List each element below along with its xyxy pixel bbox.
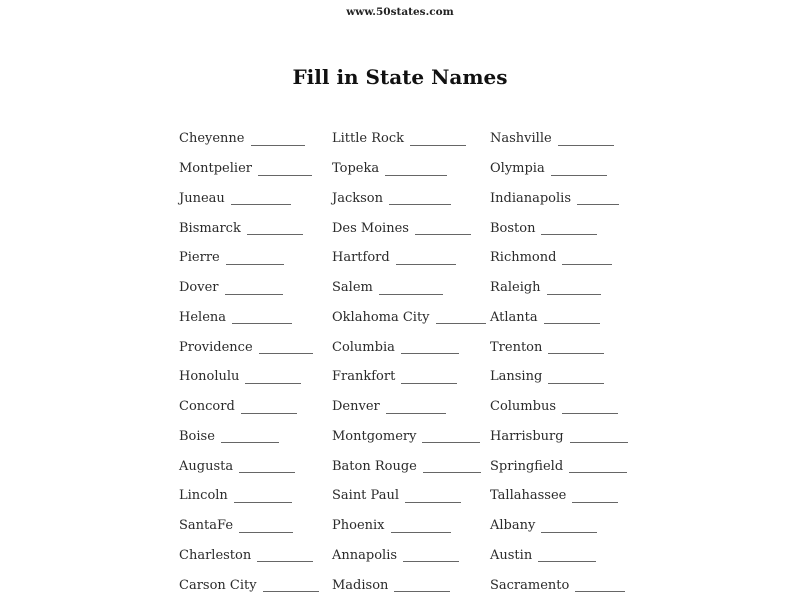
capital-label: Phoenix bbox=[332, 518, 385, 534]
answer-blank-line bbox=[263, 590, 319, 592]
answer-blank-line bbox=[258, 174, 312, 176]
answer-blank-line bbox=[544, 322, 600, 324]
worksheet-item bbox=[490, 422, 628, 452]
worksheet-item bbox=[179, 154, 319, 184]
answer-blank-line bbox=[379, 293, 443, 295]
capital-label: Topeka bbox=[332, 161, 380, 177]
capital-label: Boise bbox=[179, 428, 215, 444]
worksheet-item bbox=[179, 422, 319, 452]
worksheet-item bbox=[332, 392, 486, 422]
worksheet-item bbox=[490, 362, 628, 392]
answer-blank-line bbox=[547, 293, 601, 295]
capital-label: Tallahassee bbox=[490, 488, 567, 504]
worksheet-item bbox=[490, 124, 628, 154]
capital-label: Juneau bbox=[179, 190, 225, 206]
capital-label: Carson City bbox=[179, 577, 257, 593]
capital-label: Dover bbox=[179, 280, 219, 296]
worksheet-item bbox=[332, 511, 486, 541]
worksheet-item bbox=[179, 481, 319, 511]
answer-blank-line bbox=[575, 590, 625, 592]
site-url: www.50states.com bbox=[346, 6, 454, 18]
worksheet-item bbox=[179, 570, 319, 600]
worksheet-item bbox=[490, 213, 628, 243]
worksheet-item bbox=[332, 154, 486, 184]
capital-label: Springfield bbox=[490, 458, 564, 474]
worksheet-item bbox=[490, 332, 628, 362]
answer-blank-line bbox=[245, 382, 301, 384]
worksheet-item bbox=[332, 243, 486, 273]
worksheet-item bbox=[490, 481, 628, 511]
capital-label: Jackson bbox=[332, 190, 383, 206]
answer-blank-line bbox=[257, 560, 313, 562]
capital-label: Harrisburg bbox=[490, 428, 564, 444]
answer-blank-line bbox=[541, 233, 597, 235]
answer-blank-line bbox=[548, 352, 604, 354]
answer-blank-line bbox=[403, 560, 459, 562]
answer-blank-line bbox=[562, 412, 618, 414]
answer-blank-line bbox=[548, 382, 604, 384]
capital-label: Madison bbox=[332, 577, 389, 593]
answer-blank-line bbox=[415, 233, 471, 235]
capital-label: Cheyenne bbox=[179, 131, 245, 147]
worksheet-item bbox=[332, 184, 486, 214]
capital-label: Montpelier bbox=[179, 161, 252, 177]
answer-blank-line bbox=[225, 293, 283, 295]
capital-label: Lincoln bbox=[179, 488, 228, 504]
worksheet-item bbox=[179, 392, 319, 422]
answer-blank-line bbox=[551, 174, 607, 176]
answer-blank-line bbox=[394, 590, 450, 592]
capital-label: Denver bbox=[332, 399, 380, 415]
answer-blank-line bbox=[422, 441, 480, 443]
worksheet-item bbox=[332, 124, 486, 154]
answer-blank-line bbox=[239, 531, 293, 533]
worksheet-item bbox=[179, 303, 319, 333]
answer-blank-line bbox=[558, 144, 614, 146]
worksheet-item bbox=[490, 541, 628, 571]
worksheet-item bbox=[490, 243, 628, 273]
capital-label: Concord bbox=[179, 399, 235, 415]
worksheet-item bbox=[179, 541, 319, 571]
capital-label: Richmond bbox=[490, 250, 557, 266]
worksheet-item bbox=[332, 451, 486, 481]
worksheet-item bbox=[490, 303, 628, 333]
worksheet-item bbox=[490, 273, 628, 303]
capital-label: Lansing bbox=[490, 369, 543, 385]
capital-label: Trenton bbox=[490, 339, 543, 355]
worksheet-item bbox=[490, 154, 628, 184]
worksheet-item bbox=[332, 422, 486, 452]
answer-blank-line bbox=[247, 233, 303, 235]
answer-blank-line bbox=[239, 471, 295, 473]
answer-blank-line bbox=[259, 352, 313, 354]
answer-blank-line bbox=[569, 471, 627, 473]
capital-label: Oklahoma City bbox=[332, 309, 430, 325]
answer-blank-line bbox=[538, 560, 596, 562]
answer-blank-line bbox=[226, 263, 284, 265]
capital-label: Helena bbox=[179, 309, 227, 325]
capital-label: Little Rock bbox=[332, 131, 404, 147]
worksheet-item bbox=[332, 213, 486, 243]
capital-label: Providence bbox=[179, 339, 253, 355]
capital-label: SantaFe bbox=[179, 518, 234, 534]
answer-blank-line bbox=[241, 412, 297, 414]
capital-label: Columbia bbox=[332, 339, 395, 355]
worksheet-item bbox=[332, 570, 486, 600]
capital-label: Baton Rouge bbox=[332, 458, 417, 474]
capital-label: Augusta bbox=[179, 458, 234, 474]
worksheet-item bbox=[179, 184, 319, 214]
answer-blank-line bbox=[410, 144, 466, 146]
capital-label: Montgomery bbox=[332, 428, 417, 444]
worksheet-item bbox=[332, 541, 486, 571]
worksheet-item bbox=[179, 511, 319, 541]
answer-blank-line bbox=[423, 471, 481, 473]
worksheet-item bbox=[490, 392, 628, 422]
capital-label: Indianapolis bbox=[490, 190, 571, 206]
worksheet-item bbox=[179, 213, 319, 243]
page-title: Fill in State Names bbox=[292, 65, 508, 89]
worksheet-item bbox=[332, 332, 486, 362]
worksheet-item bbox=[490, 511, 628, 541]
worksheet-item bbox=[332, 273, 486, 303]
capital-label: Albany bbox=[490, 518, 536, 534]
answer-blank-line bbox=[405, 501, 461, 503]
worksheet-item bbox=[179, 362, 319, 392]
capital-label: Austin bbox=[490, 547, 533, 563]
worksheet-item bbox=[179, 124, 319, 154]
answer-blank-line bbox=[232, 322, 292, 324]
worksheet-item bbox=[179, 451, 319, 481]
answer-blank-line bbox=[386, 412, 446, 414]
worksheet-item bbox=[490, 184, 628, 214]
answer-blank-line bbox=[577, 203, 619, 205]
capital-label: Annapolis bbox=[332, 547, 398, 563]
capital-label: Boston bbox=[490, 220, 536, 236]
capital-label: Hartford bbox=[332, 250, 390, 266]
capital-label: Raleigh bbox=[490, 280, 541, 296]
answer-blank-line bbox=[541, 531, 597, 533]
capital-label: Sacramento bbox=[490, 577, 570, 593]
worksheet-item bbox=[332, 481, 486, 511]
answer-blank-line bbox=[562, 263, 612, 265]
answer-blank-line bbox=[385, 174, 447, 176]
capital-label: Olympia bbox=[490, 161, 545, 177]
worksheet-item bbox=[179, 273, 319, 303]
answer-blank-line bbox=[221, 441, 279, 443]
capital-label: Atlanta bbox=[490, 309, 538, 325]
answer-blank-line bbox=[401, 352, 459, 354]
answer-blank-line bbox=[570, 441, 628, 443]
capital-label: Saint Paul bbox=[332, 488, 399, 504]
answer-blank-line bbox=[251, 144, 305, 146]
capital-label: Frankfort bbox=[332, 369, 396, 385]
answer-blank-line bbox=[436, 322, 486, 324]
worksheet-item bbox=[332, 303, 486, 333]
capital-label: Nashville bbox=[490, 131, 552, 147]
answer-blank-line bbox=[401, 382, 457, 384]
capital-label: Charleston bbox=[179, 547, 252, 563]
capital-label: Des Moines bbox=[332, 220, 409, 236]
capital-label: Honolulu bbox=[179, 369, 240, 385]
worksheet-item bbox=[332, 362, 486, 392]
worksheet-item bbox=[179, 243, 319, 273]
answer-blank-line bbox=[389, 203, 451, 205]
worksheet-item bbox=[490, 570, 628, 600]
answer-blank-line bbox=[231, 203, 291, 205]
capitals-column-2 bbox=[332, 124, 486, 600]
capital-label: Pierre bbox=[179, 250, 220, 266]
capital-label: Salem bbox=[332, 280, 373, 296]
capital-label: Bismarck bbox=[179, 220, 241, 236]
capitals-column-3 bbox=[490, 124, 628, 600]
worksheet-item bbox=[490, 451, 628, 481]
answer-blank-line bbox=[391, 531, 451, 533]
capital-label: Columbus bbox=[490, 399, 556, 415]
worksheet-item bbox=[179, 332, 319, 362]
capitals-column-1 bbox=[179, 124, 319, 600]
answer-blank-line bbox=[396, 263, 456, 265]
answer-blank-line bbox=[234, 501, 292, 503]
answer-blank-line bbox=[572, 501, 618, 503]
